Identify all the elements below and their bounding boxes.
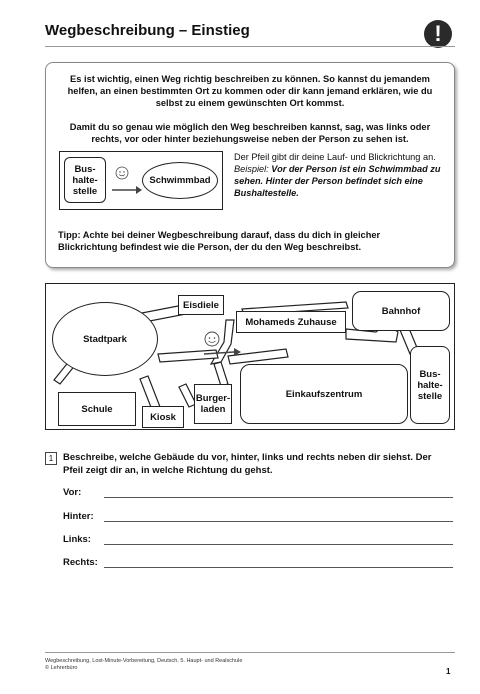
map-einkaufszentrum: Einkaufszentrum [240, 364, 408, 424]
label-links: Links: [63, 534, 91, 545]
example-lead: Der Pfeil gibt dir deine Lauf- und Blickrichtung an. [234, 152, 436, 162]
answer-line-vor[interactable] [104, 497, 453, 498]
task-number: 1 [45, 452, 57, 465]
map-bushaltestelle: Bus- halte- stelle [410, 346, 450, 424]
answer-line-rechts[interactable] [104, 567, 453, 568]
method-paragraph: Damit du so genau wie möglich den Weg beschreiben kannst, sag, was links oder rechts, vor oder hinter beziehungsweise neben der Person zu sehen ist. [69, 122, 431, 144]
map-burgerladen: Burger- laden [194, 384, 232, 424]
example-label: Beispiel: [234, 164, 269, 174]
answer-line-hinter[interactable] [104, 521, 453, 522]
diagram-schwimmbad: Schwimmbad [142, 162, 218, 199]
exclamation-icon: ! [424, 20, 452, 48]
city-map [45, 283, 455, 430]
footer-credits [45, 658, 242, 672]
intro-paragraph: Es ist wichtig, einen Weg richtig beschreiben zu können. So kannst du jemandem helfen, an einen bestimmten Ort zu kommen oder dir kann jemand erklären, wie du selbst zu einem gewünschten Ort kommst. [67, 74, 433, 108]
footer-source: Wegbeschreibung, Lost-Minute-Vorbereitung, Deutsch, 5. Haupt- und Realschule [45, 658, 243, 664]
label-vor: Vor: [63, 487, 82, 498]
tip-paragraph: Tipp: Achte bei deiner Wegbeschreibung darauf, dass du dich in gleicher Blickrichtung befindest wie die Person, der du den Weg beschreibst. [58, 230, 381, 252]
label-rechts: Rechts: [63, 557, 98, 568]
example-text [234, 151, 444, 199]
footer-copyright: © Lehrerbüro [45, 665, 78, 671]
map-bahnhof: Bahnhof [352, 291, 450, 331]
info-box [45, 62, 455, 268]
page-number: 1 [446, 667, 451, 676]
diagram-bushaltestelle: Bus- halte- stelle [64, 157, 106, 203]
smiley-icon [205, 332, 219, 346]
header-divider [45, 46, 455, 47]
map-kiosk: Kiosk [142, 406, 184, 428]
map-eisdiele: Eisdiele [178, 295, 224, 315]
map-mohameds-zuhause: Mohameds Zuhause [236, 311, 346, 333]
answer-line-links[interactable] [104, 544, 453, 545]
map-stadtpark: Stadtpark [52, 302, 158, 376]
footer-divider [45, 652, 455, 653]
label-hinter: Hinter: [63, 511, 94, 522]
map-schule: Schule [58, 392, 136, 426]
example-diagram [59, 151, 223, 210]
task-question: Beschreibe, welche Gebäude du vor, hinter, links und rechts neben dir siehst. Der Pfeil zeigt dir an, in welche Richtung du gehst. [63, 452, 432, 476]
smiley-icon [116, 167, 128, 179]
diagram-person-arrow [108, 164, 142, 200]
page-title: Wegbeschreibung – Einstieg [45, 22, 250, 39]
example-sentence: Vor der Person ist ein Schwimmbad zu sehen. Hinter der Person befindet sich eine Bushaltestelle. [234, 164, 441, 198]
